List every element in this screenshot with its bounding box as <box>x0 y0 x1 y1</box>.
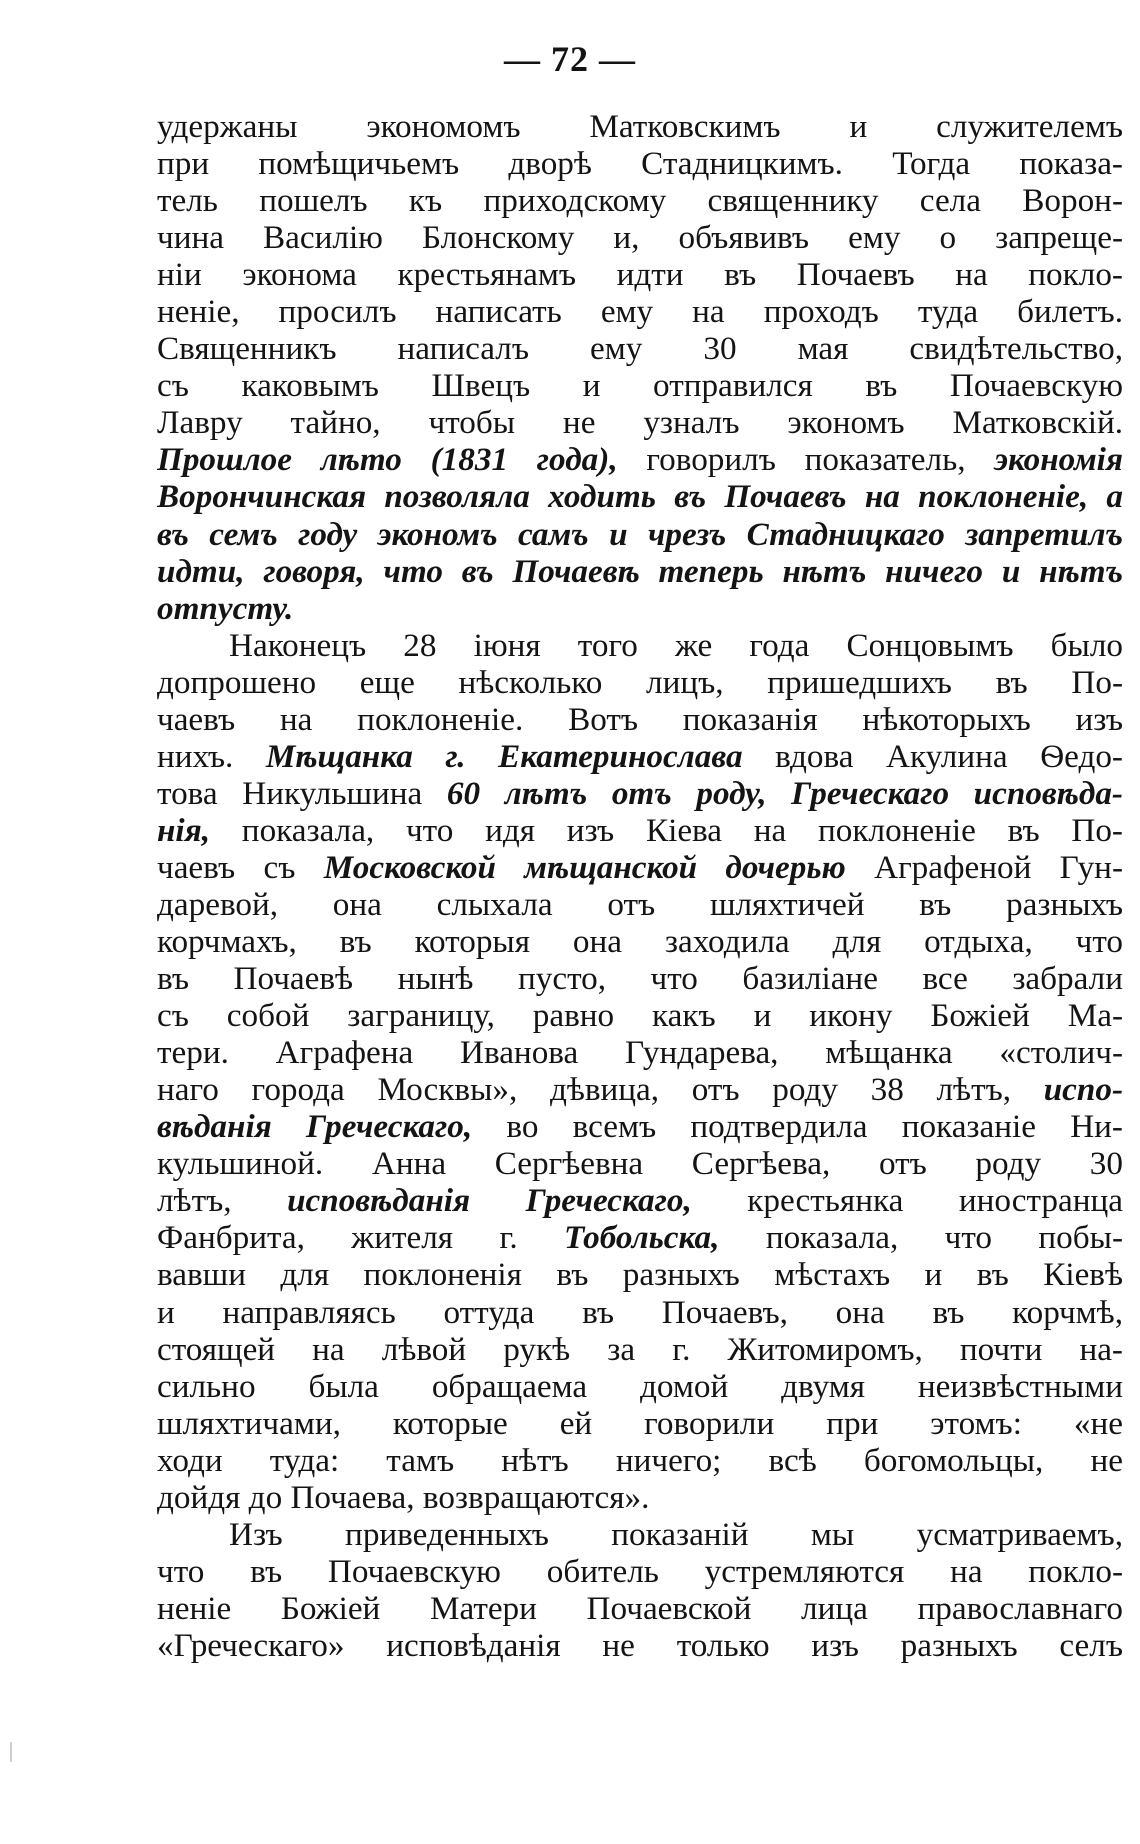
scan-edge-mark <box>10 1742 12 1762</box>
text-line <box>157 1442 1123 1479</box>
text-segment: показала, что побы- <box>719 1219 1123 1257</box>
text-line <box>157 701 1123 738</box>
emphasized-text: экономія <box>994 441 1123 479</box>
text-line <box>157 1034 1123 1071</box>
text-line <box>157 590 1123 627</box>
text-segment: лѣтъ, <box>157 1182 288 1220</box>
emphasized-text: исповѣданія Греческаго, <box>287 1182 692 1220</box>
text-line <box>157 404 1123 441</box>
text-line <box>157 1516 1123 1553</box>
text-line <box>157 1071 1123 1108</box>
text-segment: Священникъ написалъ ему 30 мая свидѣтельство, <box>157 330 1123 368</box>
emphasized-text: вѣданія Греческаго, <box>157 1108 473 1146</box>
text-segment: тель пошелъ къ приходскому священнику села Ворон- <box>157 182 1123 220</box>
text-line <box>157 1627 1123 1664</box>
text-line <box>157 1331 1123 1368</box>
text-segment: даревой, она слыхала отъ шляхтичей въ разныхъ <box>157 885 1123 923</box>
text-segment: допрошено еще нѣсколько лицъ, пришедшихъ въ По- <box>157 663 1123 701</box>
text-line <box>157 997 1123 1034</box>
text-line <box>157 330 1123 367</box>
text-line <box>157 738 1123 775</box>
text-segment: дойдя до Почаева, возвращаются». <box>157 1478 650 1516</box>
text-segment: крестьянка иностранца <box>691 1182 1123 1220</box>
text-segment: удержаны экономомъ Матковскимъ и служителемъ <box>157 108 1123 145</box>
text-line <box>157 886 1123 923</box>
text-line <box>157 441 1123 478</box>
text-segment: съ каковымъ Швецъ и отправился въ Почаевскую <box>157 367 1123 405</box>
text-line <box>157 256 1123 293</box>
text-line <box>157 145 1123 182</box>
emphasized-text: Ворончинская позволяла ходить въ Почаевъ на поклоненіе, а <box>157 478 1123 516</box>
text-segment: съ собой заграницу, равно какъ и икону Божіей Ма- <box>157 997 1123 1035</box>
emphasized-text: Московской мѣщанской дочерью <box>323 848 846 886</box>
text-segment: сильно была обращаема домой двумя неизвѣстными <box>157 1367 1123 1405</box>
body-text <box>157 108 1123 1664</box>
text-line <box>157 923 1123 960</box>
text-line <box>157 553 1123 590</box>
text-segment: Наконецъ 28 іюня того же года Сонцовымъ было <box>229 626 1123 664</box>
text-line <box>157 1256 1123 1293</box>
text-line <box>157 960 1123 997</box>
text-segment: шляхтичами, которые ей говорили при этомъ: «не <box>157 1404 1123 1442</box>
text-segment: ніи эконома крестьянамъ идти въ Почаевъ на покло- <box>157 256 1123 294</box>
text-line <box>157 1405 1123 1442</box>
text-segment: во всемъ подтвердила показаніе Ни- <box>472 1108 1123 1146</box>
text-line <box>157 478 1123 515</box>
text-segment: чина Василію Блонскому и, объявивъ ему о запреще- <box>157 219 1123 257</box>
text-segment: чаевъ съ <box>157 848 324 886</box>
text-segment: Лавру тайно, чтобы не узналъ экономъ Матковскій. <box>157 404 1123 442</box>
emphasized-text: идти, говоря, что въ Почаевѣ теперь нѣтъ ничего и нѣтъ <box>157 552 1123 590</box>
text-line <box>157 516 1123 553</box>
text-line <box>157 1182 1123 1219</box>
text-line <box>157 1553 1123 1590</box>
text-segment: «Греческаго» исповѣданія не только изъ разныхъ селъ <box>157 1626 1123 1664</box>
text-segment: Изъ приведенныхъ показаній мы усматриваемъ, <box>229 1515 1123 1553</box>
text-line <box>157 182 1123 219</box>
text-segment: стоящей на лѣвой рукѣ за г. Житомиромъ, почти на- <box>157 1330 1123 1368</box>
text-segment: при помѣщичьемъ дворѣ Стадницкимъ. Тогда показа- <box>157 145 1123 183</box>
text-segment: Аграфеной Гун- <box>845 848 1123 886</box>
page-number: — 72 — <box>504 39 636 79</box>
emphasized-text: 60 лѣтъ отъ роду, Греческаго исповѣда- <box>446 774 1123 812</box>
text-segment: и направляясь оттуда въ Почаевъ, она въ корчмѣ, <box>157 1293 1123 1331</box>
text-segment: вдова Акулина Ѳедо- <box>742 737 1123 775</box>
text-segment: нихъ. <box>157 737 266 775</box>
emphasized-text: отпусту. <box>157 589 294 627</box>
text-line <box>157 1479 1123 1516</box>
emphasized-text: Прошлое лѣто (1831 года), <box>157 441 618 479</box>
text-segment: чаевъ на поклоненіе. Вотъ показанія нѣкоторыхъ изъ <box>157 700 1123 738</box>
emphasized-text: испо- <box>1043 1071 1123 1109</box>
emphasized-text: нія, <box>157 811 211 849</box>
text-segment: вавши для поклоненія въ разныхъ мѣстахъ и въ Кіевѣ <box>157 1256 1123 1294</box>
text-segment: неніе, просилъ написать ему на проходъ туда билетъ. <box>157 293 1123 331</box>
text-line <box>157 1590 1123 1627</box>
text-segment: Фанбрита, жителя г. <box>157 1219 565 1257</box>
text-segment: кульшиной. Анна Сергѣевна Сергѣева, отъ роду 30 <box>157 1145 1123 1183</box>
text-line <box>157 664 1123 701</box>
text-line <box>157 849 1123 886</box>
emphasized-text: въ семъ году экономъ самъ и чрезъ Стадницкаго запретилъ <box>157 515 1123 553</box>
text-segment: неніе Божіей Матери Почаевской лица православнаго <box>157 1589 1123 1627</box>
text-line <box>157 293 1123 330</box>
text-line <box>157 1145 1123 1182</box>
text-line <box>157 367 1123 404</box>
text-segment: корчмахъ, въ которыя она заходила для отдыха, что <box>157 923 1123 961</box>
text-segment: что въ Почаевскую обитель устремляются на покло- <box>157 1552 1123 1590</box>
text-segment: показала, что идя изъ Кіева на поклоненіе въ По- <box>210 811 1123 849</box>
emphasized-text: Тобольска, <box>564 1219 720 1257</box>
text-segment: ходи туда: тамъ нѣтъ ничего; всѣ богомольцы, не <box>157 1441 1123 1479</box>
text-segment: тери. Аграфена Иванова Гундарева, мѣщанка «столич- <box>157 1034 1123 1072</box>
text-segment: това Никульшина <box>157 774 447 812</box>
text-line <box>157 1368 1123 1405</box>
text-segment: говорилъ показатель, <box>617 441 995 479</box>
text-line <box>157 1294 1123 1331</box>
text-line <box>157 1219 1123 1256</box>
text-line <box>157 1108 1123 1145</box>
text-line <box>157 108 1123 145</box>
text-line <box>157 775 1123 812</box>
emphasized-text: Мѣщанка г. Екатеринослава <box>265 737 743 775</box>
text-segment: наго города Москвы», дѣвица, отъ роду 38 лѣтъ, <box>157 1071 1044 1109</box>
text-segment: въ Почаевѣ нынѣ пусто, что базиліане все забрали <box>157 960 1123 998</box>
text-line <box>157 219 1123 256</box>
text-line <box>157 627 1123 664</box>
text-line <box>157 812 1123 849</box>
